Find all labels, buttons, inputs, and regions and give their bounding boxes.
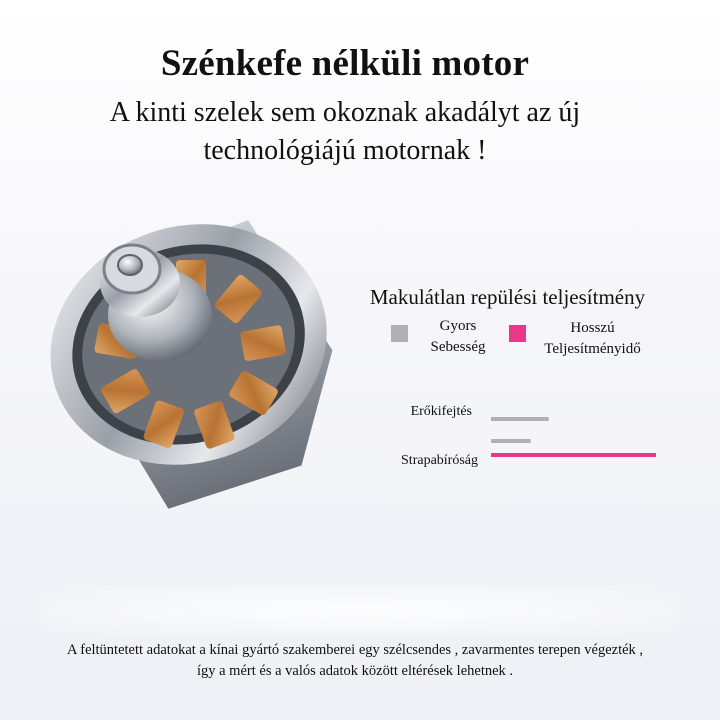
motor-housing-shape: [30, 195, 360, 525]
performance-bar-chart: [485, 395, 685, 485]
legend-swatch-speed: [391, 325, 408, 342]
page-subtitle: A kinti szelek sem okoznak akadályt az új technológiájú motornak !: [109, 97, 581, 166]
legend-swatch-endurance: [509, 325, 526, 342]
chart-title: Makulátlan repülési teljesítmény: [369, 285, 646, 309]
footnote: A feltüntetett adatokat a kínai gyártó szakemberei egy szélcsendes , zavarmentes terepen végezték , így a mért és a valós adatok között eltérések lehetnek .: [66, 642, 644, 679]
brushless-motor-icon: [30, 195, 360, 525]
category-label-power: Erőkifejtés: [410, 404, 472, 419]
category-label-durability: Strapabíróság: [401, 453, 478, 468]
bar-Erőkifejtés-Gyors Sebesség: [491, 417, 549, 421]
legend-label-endurance: Hosszú Teljesítményidő: [544, 320, 641, 357]
bar-Strapabíróság-Hosszú Teljesítményidő: [491, 453, 656, 457]
legend-label-speed: Gyors Sebesség: [430, 318, 486, 355]
bar-Strapabíróság-Gyors Sebesség: [491, 439, 531, 443]
background-glow: [40, 585, 680, 635]
page-title: Szénkefe nélküli motor: [160, 43, 530, 84]
